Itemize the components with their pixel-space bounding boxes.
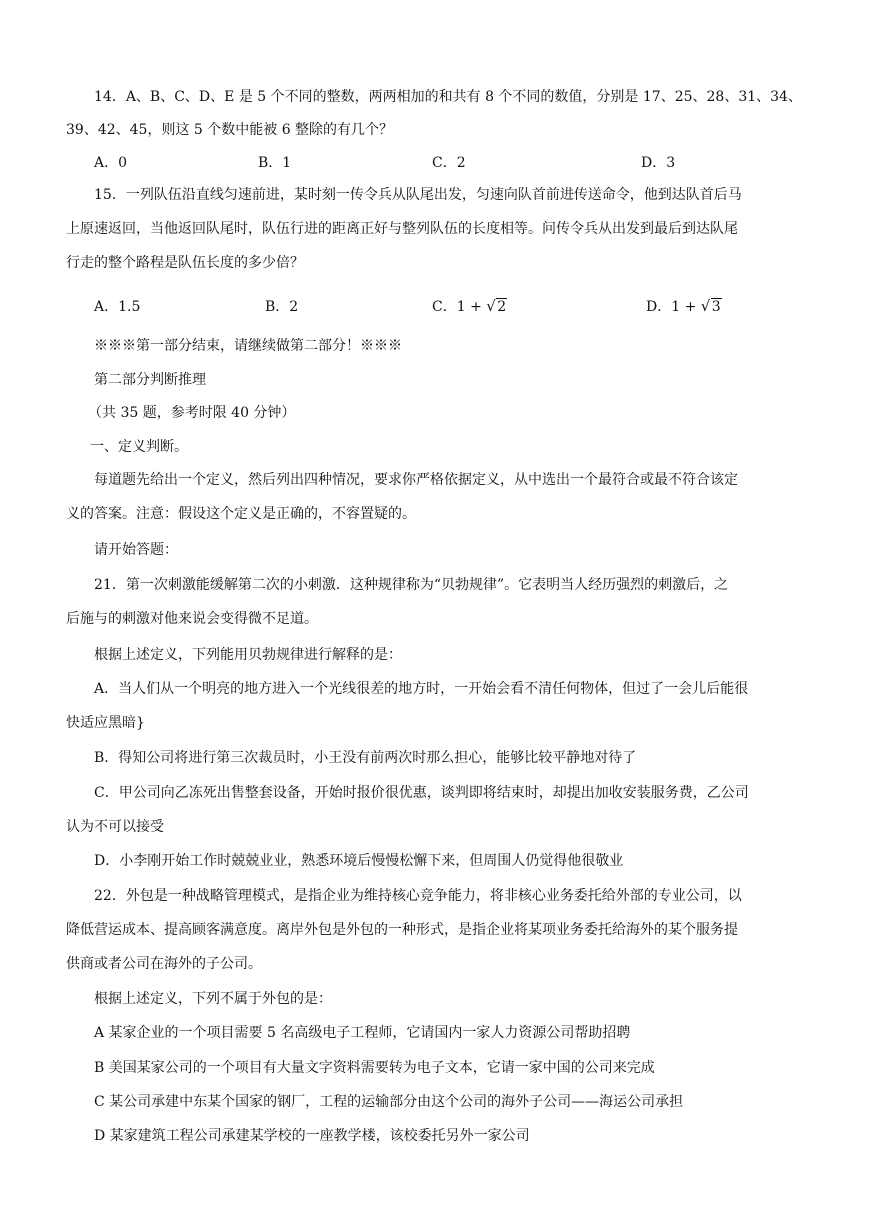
q15-stem-line1: 15．一列队伍沿直线匀速前进，某时刻一传令兵从队尾出发，匀速向队首前进传送命令，他到达队首后马 [94, 187, 742, 203]
q22-option-b: B 美国某家公司的一个项目有大量文字资料需要转为电子文本，它请一家中国的公司来完成 [94, 1060, 655, 1076]
q15-option-d-int: 1 + [671, 299, 701, 315]
q15-option-d [646, 296, 722, 318]
q14-option-c: C．2 [432, 155, 466, 171]
q21-option-c-line2: 认为不可以接受 [66, 819, 164, 835]
part-two-title: 第二部分判断推理 [94, 372, 206, 388]
q14-stem-line2: 39、42、45，则这 5 个数中能被 6 整除的有几个？ [66, 122, 394, 138]
q22-option-a: A 某家企业的一个项目需要 5 名高级电子工程师，它请国内一家人力资源公司帮助招聘 [94, 1025, 631, 1041]
q21-option-a-line2: 快适应黑暗} [66, 715, 145, 731]
q21-option-d: D．小李刚开始工作时兢兢业业，熟悉环境后慢慢松懈下来，但周围人仍觉得他很敬业 [94, 853, 624, 869]
q22-stem-line3: 供商或者公司在海外的子公司。 [66, 956, 262, 972]
instructions-line1: 每道题先给出一个定义，然后列出四种情况，要求你严格依据定义，从中选出一个最符合或最不符合该定 [94, 472, 738, 488]
q14-stem-line1: 14．A、B、C、D、E 是 5 个不同的整数，两两相加的和共有 8 个不同的数值，分别是 17、25、28、31、34、 [94, 89, 802, 105]
q21-stem-line1: 21．第一次刺激能缓解第二次的小刺激．这种规律称为“贝勃规律”。它表明当人经历强烈的刺激后，之 [94, 577, 729, 593]
q15-option-c-radicand: 2 [497, 299, 507, 315]
q22-stem-line2: 降低营运成本、提高顾客满意度。离岸外包是外包的一种形式，是指企业将某项业务委托给海外的某个服务提 [66, 922, 738, 938]
q15-option-d-label: D． [646, 299, 672, 315]
q22-stem-line1: 22．外包是一种战略管理模式，是指企业为维持核心竞争能力，将非核心业务委托给外部的专业公司，以 [94, 888, 742, 904]
q15-option-b: B．2 [265, 299, 299, 315]
q14-option-b: B．1 [258, 155, 292, 171]
q21-option-b: B．得知公司将进行第三次裁员时，小王没有前两次时那么担心，能够比较平静地对待了 [94, 750, 637, 766]
q15-option-d-radicand: 3 [711, 299, 721, 315]
q15-option-c [432, 296, 507, 318]
part-one-end-note: ※※※第一部分结束，请继续做第二部分！※※※ [94, 338, 402, 354]
q21-prompt: 根据上述定义，下列能用贝勃规律进行解释的是： [94, 647, 402, 663]
q15-stem-line2: 上原速返回，当他返回队尾时，队伍行进的距离正好与整列队伍的长度相等。问传令兵从出发到最后到达队尾 [66, 221, 738, 237]
q15-stem-line3: 行走的整个路程是队伍长度的多少倍？ [66, 255, 304, 271]
instructions-line2: 义的答案。注意：假设这个定义是正确的，不容置疑的。 [66, 506, 416, 522]
section-heading: 一、定义判断。 [90, 439, 188, 455]
q22-prompt: 根据上述定义，下列不属于外包的是： [94, 991, 332, 1007]
q22-option-c: C 某公司承建中东某个国家的钢厂，工程的运输部分由这个公司的海外子公司——海运公司承担 [94, 1094, 684, 1110]
q14-option-d: D．3 [641, 155, 676, 171]
q21-option-a-line1: A．当人们从一个明亮的地方进入一个光线很差的地方时，一开始会看不清任何物体，但过了一会儿后能很 [94, 681, 749, 697]
part-two-subtitle: （共 35 题，参考时限 40 分钟） [88, 405, 296, 421]
q21-stem-line2: 后施与的刺激对他来说会变得微不足道。 [66, 611, 318, 627]
q15-option-a: A．1.5 [94, 299, 141, 315]
q15-option-c-label: C． [432, 299, 457, 315]
start-prompt: 请开始答题： [94, 542, 178, 558]
q14-option-a: A．0 [94, 155, 128, 171]
sqrt-sign-icon: √ 3 [700, 297, 721, 315]
q15-option-c-int: 1 + [456, 299, 487, 315]
sqrt-sign-icon: √ 2 [486, 297, 507, 315]
q22-option-d: D 某家建筑工程公司承建某学校的一座教学楼，该校委托另外一家公司 [94, 1128, 530, 1144]
q21-option-c-line1: C．甲公司向乙冻死出售整套设备，开始时报价很优惠，谈判即将结束时，却提出加收安装服务费，乙公司 [94, 785, 749, 801]
